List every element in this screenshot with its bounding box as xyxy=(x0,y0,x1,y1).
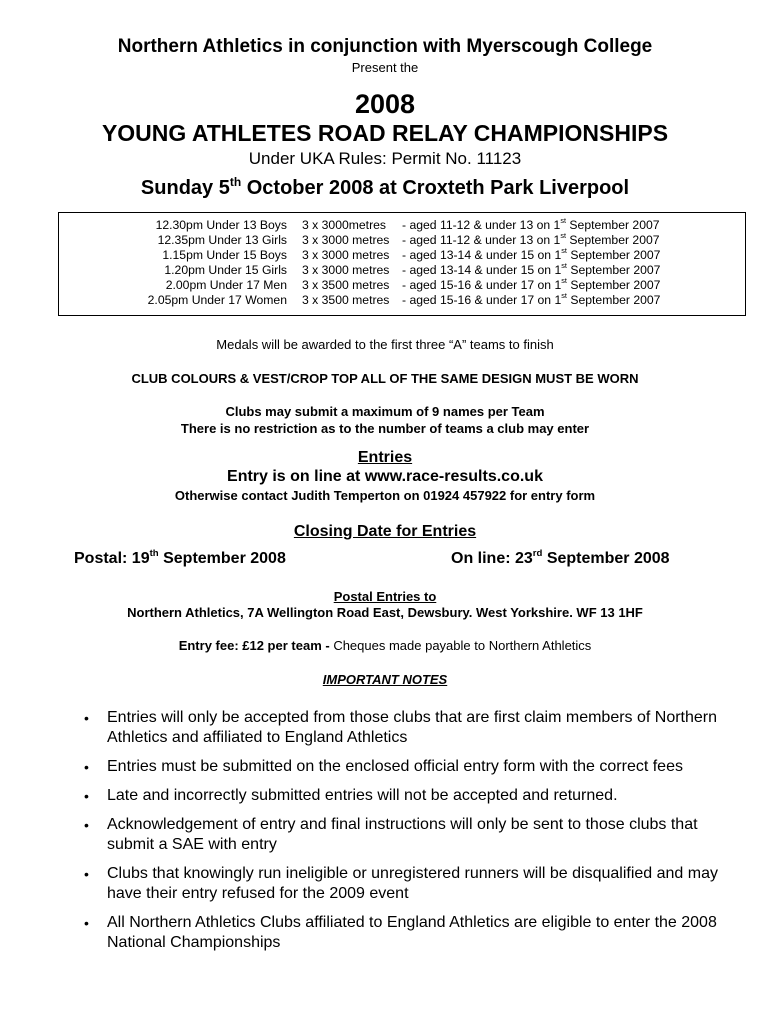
age-date: September 2007 xyxy=(566,263,661,277)
closing-date-heading: Closing Date for Entries xyxy=(293,523,477,540)
note-text: Entries must be submitted on the enclosed official entry form with the correct fees xyxy=(107,758,683,775)
race-age-rule xyxy=(402,278,660,293)
age-text: - aged 13-14 & under 15 on 1 xyxy=(402,263,562,277)
age-date: September 2007 xyxy=(566,248,661,262)
age-date: September 2007 xyxy=(566,233,660,247)
postal-entries-heading: Postal Entries to xyxy=(333,589,437,604)
race-time: 1.15pm Under 15 Boys xyxy=(162,248,287,262)
postal-closing-date xyxy=(74,550,286,568)
race-age-rule xyxy=(402,293,660,308)
entry-fee-line xyxy=(0,638,770,653)
online-date-suffix: rd xyxy=(532,548,543,560)
race-age-rule xyxy=(402,263,660,278)
club-colours-rule: CLUB COLOURS & VEST/CROP TOP ALL OF THE SAME DESIGN MUST BE WORN xyxy=(131,371,639,386)
event-year: 2008 xyxy=(354,89,416,119)
age-ordinal: st xyxy=(560,231,567,241)
race-distance: 3 x 3000 metres xyxy=(302,248,390,262)
postal-date-main: Postal: 19 xyxy=(74,550,150,567)
age-text: - aged 15-16 & under 17 on 1 xyxy=(402,278,562,292)
race-distance: 3 x 3000 metres xyxy=(302,263,390,277)
bullet-icon: • xyxy=(84,915,89,931)
entries-contact-text: Otherwise contact Judith Temperton on 01924 457922 for entry form xyxy=(174,488,596,503)
postal-date-rest: September 2008 xyxy=(158,550,286,567)
entries-heading: Entries xyxy=(357,449,413,466)
age-ordinal: st xyxy=(561,261,567,271)
race-time: 2.05pm Under 17 Women xyxy=(147,293,287,307)
organiser-heading: Northern Athletics in conjunction with Myerscough College xyxy=(117,36,653,57)
bullet-icon: • xyxy=(84,866,89,882)
age-text: - aged 11-12 & under 13 on 1 xyxy=(402,233,561,247)
medals-text: Medals will be awarded to the first three “A” teams to finish xyxy=(216,337,554,352)
age-ordinal: st xyxy=(560,216,567,226)
age-ordinal: st xyxy=(561,246,567,256)
event-date-suffix: th xyxy=(229,174,242,189)
race-distance: 3 x 3500 metres xyxy=(302,278,390,292)
note-item xyxy=(80,757,740,777)
note-text: Clubs that knowingly run ineligible or unregistered runners will be disqualified and may have their entry refused for the 2009 event xyxy=(107,865,718,902)
event-date-rest: October 2008 at Croxteth Park Liverpool xyxy=(241,177,630,199)
race-age-rule xyxy=(402,218,660,233)
note-text: Acknowledgement of entry and final instructions will only be sent to those clubs that submit a SAE with entry xyxy=(107,816,698,853)
race-distance: 3 x 3000metres xyxy=(302,218,387,232)
age-text: - aged 15-16 & under 17 on 1 xyxy=(402,293,562,307)
age-text: - aged 13-14 & under 15 on 1 xyxy=(402,248,562,262)
race-age-rule xyxy=(402,248,660,263)
permit-line: Under UKA Rules: Permit No. 11123 xyxy=(248,149,522,168)
note-item xyxy=(80,913,740,953)
event-title: YOUNG ATHLETES ROAD RELAY CHAMPIONSHIPS xyxy=(101,120,669,146)
age-date: September 2007 xyxy=(566,278,661,292)
race-distance: 3 x 3000 metres xyxy=(302,233,390,247)
bullet-icon: • xyxy=(84,710,89,726)
race-schedule-box xyxy=(58,212,746,316)
age-date: September 2007 xyxy=(566,293,661,307)
race-distance: 3 x 3500 metres xyxy=(302,293,390,307)
event-date-day: Sunday 5 xyxy=(140,177,230,199)
age-date: September 2007 xyxy=(566,218,660,232)
race-time: 12.30pm Under 13 Boys xyxy=(155,218,287,232)
postal-address: Northern Athletics, 7A Wellington Road East, Dewsbury. West Yorkshire. WF 13 1HF xyxy=(127,605,643,620)
note-text: All Northern Athletics Clubs affiliated to England Athletics are eligible to enter the 2008 National Championships xyxy=(107,914,717,951)
team-restriction-rule: There is no restriction as to the number of teams a club may enter xyxy=(180,421,590,436)
note-item xyxy=(80,815,740,855)
entry-fee-amount: Entry fee: £12 per team - xyxy=(178,638,334,653)
present-line: Present the xyxy=(351,60,419,75)
postal-date-suffix: th xyxy=(149,548,159,560)
important-notes-list xyxy=(80,708,740,962)
entry-fee-cheques: Cheques made payable to Northern Athletics xyxy=(333,638,592,653)
note-item xyxy=(80,708,740,748)
note-item xyxy=(80,864,740,904)
note-text: Late and incorrectly submitted entries will not be accepted and returned. xyxy=(107,787,618,804)
age-ordinal: st xyxy=(561,276,567,286)
age-ordinal: st xyxy=(561,291,567,301)
online-date-rest: September 2008 xyxy=(542,550,670,567)
important-notes-heading: IMPORTANT NOTES xyxy=(322,672,448,687)
online-date-main: On line: 23 xyxy=(451,550,533,567)
race-age-rule xyxy=(402,233,660,248)
note-item xyxy=(80,786,740,806)
bullet-icon: • xyxy=(84,817,89,833)
online-closing-date xyxy=(451,550,670,568)
bullet-icon: • xyxy=(84,759,89,775)
max-names-rule: Clubs may submit a maximum of 9 names per Team xyxy=(225,404,545,419)
entries-online-text: Entry is on line at www.race-results.co.uk xyxy=(227,468,543,485)
race-time: 2.00pm Under 17 Men xyxy=(165,278,287,292)
race-time: 12.35pm Under 13 Girls xyxy=(157,233,287,247)
event-date xyxy=(0,174,770,200)
note-text: Entries will only be accepted from those clubs that are first claim members of Northern Athletics and affiliated to England Athletics xyxy=(107,709,718,746)
age-text: - aged 11-12 & under 13 on 1 xyxy=(402,218,561,232)
bullet-icon: • xyxy=(84,788,89,804)
race-time: 1.20pm Under 15 Girls xyxy=(164,263,287,277)
